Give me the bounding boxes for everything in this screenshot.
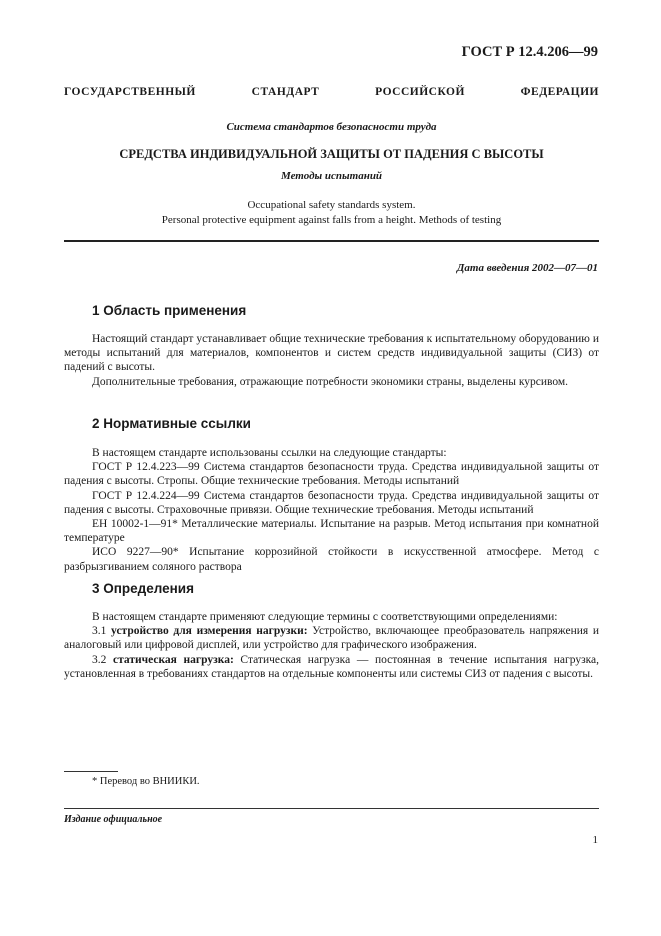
section-2-heading: 2 Нормативные ссылки (92, 416, 251, 431)
footnote: * Перевод во ВНИИКИ. (92, 776, 200, 787)
definition-item (64, 653, 599, 681)
footer-divider (64, 808, 599, 809)
reference-item: ИСО 9227—90* Испытание коррозийной стойкости в искусственной атмосфере. Метод с разбрызгиванием соляного раствора (64, 546, 599, 573)
section-3-body (64, 610, 599, 681)
definition-number: 3.1 (92, 625, 107, 638)
section-1-paragraph: Настоящий стандарт устанавливает общие технические требования к испытательному оборудованию и методы испытаний для материалов, компонентов и систем средств индивидуальной защиты (СИЗ) от падений с высоты. (64, 333, 599, 374)
series-title: Система стандартов безопасности труда (226, 121, 437, 133)
section-1-paragraph: Дополнительные требования, отражающие потребности экономики страны, выделены курсивом. (92, 375, 569, 388)
section-2-body (64, 446, 599, 574)
section-3-heading: 3 Определения (92, 581, 194, 596)
english-title (64, 198, 599, 228)
section-1-body (64, 332, 599, 389)
definition-text: Статическая нагрузка — постоянная в течение испытания нагрузка, установленная в требованиях стандартов на отдельные компоненты или системы СИЗ от падения с высоты. (64, 653, 600, 680)
title-divider (64, 240, 599, 242)
edition-note: Издание официальное (64, 814, 163, 825)
english-title-line-1: Occupational safety standards system. (247, 199, 416, 211)
footnote-divider (64, 771, 118, 772)
definition-number: 3.2 (92, 653, 107, 666)
definition-item (64, 624, 599, 652)
intro-date: Дата введения 2002—07—01 (456, 262, 598, 274)
state-standard-title: ГОСУДАРСТВЕННЫЙ СТАНДАРТ РОССИЙСКОЙ ФЕДЕРАЦИИ (64, 86, 599, 98)
main-title: СРЕДСТВА ИНДИВИДУАЛЬНОЙ ЗАЩИТЫ ОТ ПАДЕНИЯ С ВЫСОТЫ (119, 147, 544, 161)
definition-text: Устройство, включающее преобразователь напряжения и аналоговый или цифровой дисплей, или устройство для графического изображения. (64, 625, 599, 652)
section-3-intro: В настоящем стандарте применяют следующие термины с соответствующими определениями: (92, 611, 558, 623)
reference-item: ЕН 10002-1—91* Металлические материалы. Испытание на разрыв. Метод испытания при комнатной температуре (64, 518, 599, 545)
definition-term: статическая нагрузка: (113, 653, 234, 666)
subtitle: Методы испытаний (280, 170, 383, 182)
reference-item: ГОСТ Р 12.4.224—99 Система стандартов безопасности труда. Средства индивидуальной защиты от падения с высоты. Страховочные привязи. Общие технические требования. Методы испытаний (64, 489, 599, 516)
english-title-line-2: Personal protective equipment against falls from a height. Methods of testing (161, 214, 502, 226)
section-1-heading: 1 Область применения (92, 303, 247, 318)
page-number: 1 (592, 834, 598, 846)
definition-term: устройство для измерения нагрузки: (111, 625, 308, 638)
section-2-intro: В настоящем стандарте использованы ссылки на следующие стандарты: (92, 447, 447, 459)
reference-item: ГОСТ Р 12.4.223—99 Система стандартов безопасности труда. Средства индивидуальной защиты от падения с высоты. Стропы. Общие технические требования. Методы испытаний (64, 461, 599, 488)
doc-code: ГОСТ Р 12.4.206—99 (461, 44, 598, 60)
